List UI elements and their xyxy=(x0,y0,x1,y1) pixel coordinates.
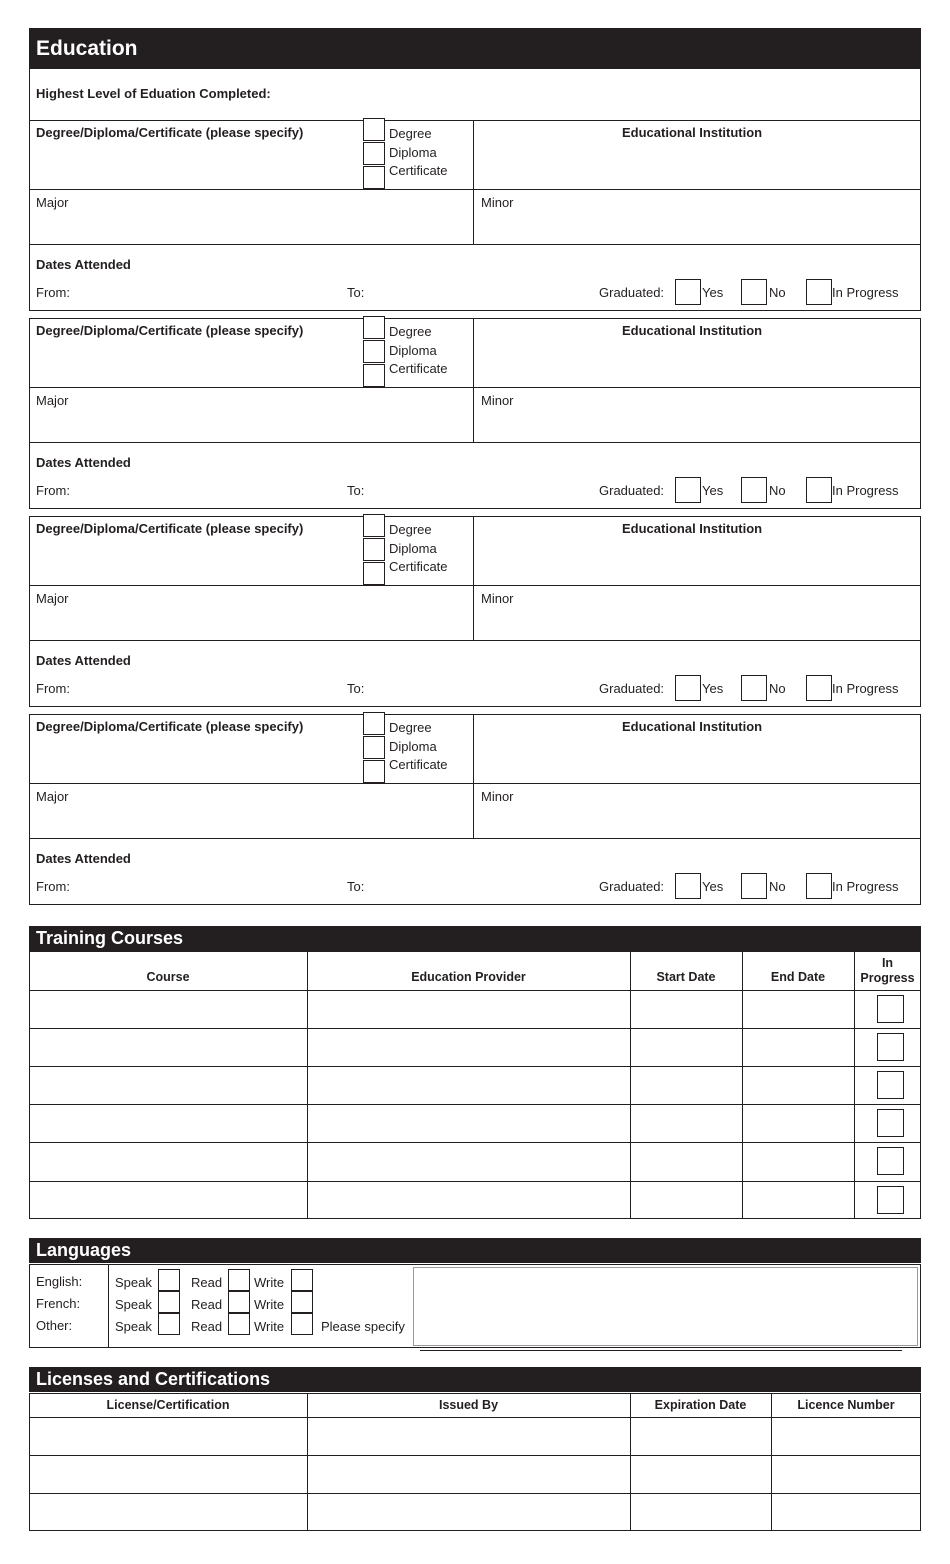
licenses-row-divider xyxy=(29,1455,921,1456)
write-checkbox[interactable] xyxy=(291,1291,313,1313)
training-in-progress-checkbox[interactable] xyxy=(877,1071,904,1099)
entry-divider xyxy=(29,189,921,190)
training-in-progress-checkbox[interactable] xyxy=(877,1186,904,1214)
licenses-cell-expiration-date[interactable] xyxy=(632,1419,769,1453)
licenses-column-divider xyxy=(307,1393,308,1531)
graduated-option-yes: Yes xyxy=(702,483,724,498)
licenses-cell-issued-by[interactable] xyxy=(309,1495,628,1529)
entry-column-divider xyxy=(473,318,474,442)
licenses-cell-licence-number[interactable] xyxy=(773,1419,919,1453)
degree-option-label-diploma: Diploma xyxy=(389,342,437,358)
to-date-field[interactable] xyxy=(370,478,590,504)
degree-specify-field[interactable] xyxy=(30,145,360,189)
institution-label: Educational Institution xyxy=(622,125,763,140)
major-label: Major xyxy=(36,393,69,408)
from-label: From: xyxy=(36,681,70,696)
degree-option-checkbox-degree[interactable] xyxy=(363,118,385,141)
read-label: Read xyxy=(191,1275,223,1290)
from-label: From: xyxy=(36,879,70,894)
graduated-option-no: No xyxy=(769,879,786,894)
from-date-field[interactable] xyxy=(78,676,338,702)
entry-divider xyxy=(29,442,921,443)
to-date-field[interactable] xyxy=(370,676,590,702)
training-col-start-date: Start Date xyxy=(656,970,716,984)
dates-attended-label: Dates Attended xyxy=(36,257,131,272)
degree-option-label-certificate: Certificate xyxy=(389,757,448,772)
training-cell-course[interactable] xyxy=(31,1068,305,1102)
degree-option-checkbox-certificate[interactable] xyxy=(363,760,385,783)
from-date-field[interactable] xyxy=(78,478,338,504)
institution-label: Educational Institution xyxy=(622,719,763,734)
degree-option-checkbox-diploma[interactable] xyxy=(363,538,385,561)
graduated-option-no: No xyxy=(769,681,786,696)
graduated-checkbox-yes[interactable] xyxy=(675,279,701,305)
graduated-checkbox-yes[interactable] xyxy=(675,675,701,701)
training-cell-education-provider[interactable] xyxy=(309,1183,628,1217)
entry-column-divider xyxy=(473,120,474,244)
education-section-header xyxy=(29,28,921,69)
graduated-checkbox-in-progress[interactable] xyxy=(806,279,832,305)
training-col-progress: Progress xyxy=(860,971,915,985)
speak-checkbox[interactable] xyxy=(158,1269,180,1291)
please-specify-textarea[interactable] xyxy=(413,1267,918,1346)
degree-option-checkbox-degree[interactable] xyxy=(363,712,385,735)
licenses-cell-licence-number[interactable] xyxy=(773,1495,919,1529)
graduated-checkbox-no[interactable] xyxy=(741,477,767,503)
training-cell-end-date[interactable] xyxy=(744,1030,852,1064)
languages-section-header xyxy=(29,1238,921,1263)
training-cell-course[interactable] xyxy=(31,1144,305,1178)
licenses-cell-issued-by[interactable] xyxy=(309,1457,628,1491)
institution-field[interactable] xyxy=(475,145,920,189)
write-label: Write xyxy=(254,1297,285,1312)
dates-attended-label: Dates Attended xyxy=(36,851,131,866)
institution-field[interactable] xyxy=(475,739,920,783)
minor-label: Minor xyxy=(481,591,514,606)
graduated-option-in-progress: In Progress xyxy=(832,879,899,894)
entry-divider xyxy=(29,387,921,388)
training-column-divider xyxy=(742,951,743,1219)
dates-attended-label: Dates Attended xyxy=(36,455,131,470)
graduated-label: Graduated: xyxy=(599,879,665,894)
graduated-option-in-progress: In Progress xyxy=(832,285,899,300)
training-row-divider xyxy=(29,1142,921,1143)
graduated-option-in-progress: In Progress xyxy=(832,681,899,696)
training-column-divider xyxy=(630,951,631,1219)
degree-option-label-certificate: Certificate xyxy=(389,163,448,178)
degree-specify-field[interactable] xyxy=(30,541,360,585)
graduated-checkbox-no[interactable] xyxy=(741,873,767,899)
read-checkbox[interactable] xyxy=(228,1269,250,1291)
training-title: Training Courses xyxy=(36,928,184,948)
graduated-label: Graduated: xyxy=(599,483,665,498)
licenses-cell-license-certification[interactable] xyxy=(31,1419,305,1453)
training-in-progress-checkbox[interactable] xyxy=(877,1147,904,1175)
licenses-col-issued-by: Issued By xyxy=(438,1398,499,1412)
degree-label: Degree/Diploma/Certificate (please specify) xyxy=(36,323,304,338)
major-field[interactable] xyxy=(30,611,472,639)
training-in-progress-checkbox[interactable] xyxy=(877,995,904,1023)
minor-field[interactable] xyxy=(475,413,920,441)
training-col-end-date: End Date xyxy=(770,970,826,984)
entry-column-divider xyxy=(473,516,474,640)
degree-option-label-degree: Degree xyxy=(389,324,432,339)
licenses-header-divider xyxy=(29,1417,921,1418)
from-date-field[interactable] xyxy=(78,280,338,306)
to-label: To: xyxy=(347,681,365,696)
from-label: From: xyxy=(36,285,70,300)
degree-option-label-degree: Degree xyxy=(389,720,432,735)
degree-option-checkbox-diploma[interactable] xyxy=(363,340,385,363)
degree-option-checkbox-certificate[interactable] xyxy=(363,166,385,189)
licenses-cell-expiration-date[interactable] xyxy=(632,1495,769,1529)
write-label: Write xyxy=(254,1275,285,1290)
degree-option-checkbox-certificate[interactable] xyxy=(363,364,385,387)
graduated-option-no: No xyxy=(769,483,786,498)
training-row-divider xyxy=(29,1066,921,1067)
entry-divider xyxy=(29,640,921,641)
to-date-field[interactable] xyxy=(370,874,590,900)
major-field[interactable] xyxy=(30,809,472,837)
graduated-option-yes: Yes xyxy=(702,879,724,894)
licenses-column-divider xyxy=(630,1393,631,1531)
degree-specify-field[interactable] xyxy=(30,343,360,387)
training-cell-start-date[interactable] xyxy=(632,1106,740,1140)
language-label-other: Other: xyxy=(36,1318,73,1333)
minor-label: Minor xyxy=(481,195,514,210)
graduated-option-yes: Yes xyxy=(702,285,724,300)
from-date-field[interactable] xyxy=(78,874,338,900)
training-cell-course[interactable] xyxy=(31,1183,305,1217)
entry-column-divider xyxy=(473,714,474,838)
training-cell-education-provider[interactable] xyxy=(309,992,628,1026)
licenses-cell-license-certification[interactable] xyxy=(31,1495,305,1529)
degree-option-label-certificate: Certificate xyxy=(389,361,448,376)
minor-label: Minor xyxy=(481,393,514,408)
major-label: Major xyxy=(36,591,69,606)
major-label: Major xyxy=(36,195,69,210)
entry-divider xyxy=(29,838,921,839)
training-cell-end-date[interactable] xyxy=(744,992,852,1026)
read-label: Read xyxy=(191,1297,223,1312)
licenses-cell-expiration-date[interactable] xyxy=(632,1457,769,1491)
entry-divider xyxy=(29,244,921,245)
graduated-checkbox-no[interactable] xyxy=(741,279,767,305)
training-cell-end-date[interactable] xyxy=(744,1068,852,1102)
institution-field[interactable] xyxy=(475,541,920,585)
major-field[interactable] xyxy=(30,413,472,441)
to-label: To: xyxy=(347,483,365,498)
minor-field[interactable] xyxy=(475,215,920,243)
institution-label: Educational Institution xyxy=(622,323,763,338)
education-title: Education xyxy=(36,37,138,60)
degree-label: Degree/Diploma/Certificate (please specify) xyxy=(36,719,304,734)
training-col-education-provider: Education Provider xyxy=(411,970,526,984)
graduated-label: Graduated: xyxy=(599,285,665,300)
training-header-divider xyxy=(29,990,921,991)
training-in-progress-checkbox[interactable] xyxy=(877,1033,904,1061)
languages-label-divider xyxy=(108,1264,109,1348)
read-checkbox[interactable] xyxy=(228,1291,250,1313)
minor-field[interactable] xyxy=(475,809,920,837)
training-cell-course[interactable] xyxy=(31,1030,305,1064)
major-label: Major xyxy=(36,789,69,804)
training-row-divider xyxy=(29,1181,921,1182)
training-cell-course[interactable] xyxy=(31,992,305,1026)
graduated-checkbox-yes[interactable] xyxy=(675,477,701,503)
training-cell-end-date[interactable] xyxy=(744,1183,852,1217)
graduated-checkbox-no[interactable] xyxy=(741,675,767,701)
degree-specify-field[interactable] xyxy=(30,739,360,783)
training-column-divider xyxy=(854,951,855,1219)
highest-level-label: Highest Level of Eduation Completed: xyxy=(36,86,271,101)
graduated-option-no: No xyxy=(769,285,786,300)
graduated-option-yes: Yes xyxy=(702,681,724,696)
training-cell-start-date[interactable] xyxy=(632,1068,740,1102)
speak-checkbox[interactable] xyxy=(158,1291,180,1313)
speak-label: Speak xyxy=(115,1275,152,1290)
degree-option-label-degree: Degree xyxy=(389,126,432,141)
degree-option-checkbox-diploma[interactable] xyxy=(363,736,385,759)
languages-title: Languages xyxy=(36,1240,132,1260)
specify-underline xyxy=(420,1350,902,1351)
graduated-checkbox-in-progress[interactable] xyxy=(806,675,832,701)
licenses-cell-license-certification[interactable] xyxy=(31,1457,305,1491)
language-label-english: English: xyxy=(36,1274,83,1289)
minor-label: Minor xyxy=(481,789,514,804)
licenses-section-header xyxy=(29,1367,921,1392)
licenses-title: Licenses and Certifications xyxy=(36,1369,271,1389)
degree-label: Degree/Diploma/Certificate (please specify) xyxy=(36,125,304,140)
graduated-label: Graduated: xyxy=(599,681,665,696)
degree-option-checkbox-degree[interactable] xyxy=(363,514,385,537)
graduated-checkbox-in-progress[interactable] xyxy=(806,477,832,503)
training-column-divider xyxy=(307,951,308,1219)
read-checkbox[interactable] xyxy=(228,1313,250,1335)
institution-label: Educational Institution xyxy=(622,521,763,536)
degree-option-label-diploma: Diploma xyxy=(389,540,437,556)
licenses-col-license-certification: License/Certification xyxy=(106,1398,230,1412)
training-row-divider xyxy=(29,1028,921,1029)
training-cell-education-provider[interactable] xyxy=(309,1144,628,1178)
language-label-french: French: xyxy=(36,1296,81,1311)
to-date-field[interactable] xyxy=(370,280,590,306)
licenses-cell-issued-by[interactable] xyxy=(309,1419,628,1453)
entry-divider xyxy=(29,783,921,784)
speak-checkbox[interactable] xyxy=(158,1313,180,1335)
speak-label: Speak xyxy=(115,1297,152,1312)
degree-option-checkbox-certificate[interactable] xyxy=(363,562,385,585)
training-cell-course[interactable] xyxy=(31,1106,305,1140)
training-cell-education-provider[interactable] xyxy=(309,1068,628,1102)
training-cell-education-provider[interactable] xyxy=(309,1030,628,1064)
degree-option-checkbox-diploma[interactable] xyxy=(363,142,385,165)
graduated-checkbox-yes[interactable] xyxy=(675,873,701,899)
major-field[interactable] xyxy=(30,215,472,243)
degree-option-checkbox-degree[interactable] xyxy=(363,316,385,339)
training-cell-start-date[interactable] xyxy=(632,1030,740,1064)
licenses-row-divider xyxy=(29,1493,921,1494)
licenses-cell-licence-number[interactable] xyxy=(773,1457,919,1491)
training-col-course: Course xyxy=(146,970,190,984)
degree-option-label-certificate: Certificate xyxy=(389,559,448,574)
training-section-header xyxy=(29,926,921,951)
training-in-progress-checkbox[interactable] xyxy=(877,1109,904,1137)
write-checkbox[interactable] xyxy=(291,1313,313,1335)
degree-option-label-degree: Degree xyxy=(389,522,432,537)
training-col-in: In xyxy=(881,956,894,970)
entry-divider xyxy=(29,585,921,586)
graduated-checkbox-in-progress[interactable] xyxy=(806,873,832,899)
graduated-option-in-progress: In Progress xyxy=(832,483,899,498)
training-row-divider xyxy=(29,1104,921,1105)
degree-label: Degree/Diploma/Certificate (please specify) xyxy=(36,521,304,536)
licenses-column-divider xyxy=(771,1393,772,1531)
degree-option-label-diploma: Diploma xyxy=(389,144,437,160)
training-cell-end-date[interactable] xyxy=(744,1144,852,1178)
read-label: Read xyxy=(191,1319,223,1334)
dates-attended-label: Dates Attended xyxy=(36,653,131,668)
write-checkbox[interactable] xyxy=(291,1269,313,1291)
speak-label: Speak xyxy=(115,1319,152,1334)
training-cell-start-date[interactable] xyxy=(632,992,740,1026)
write-label: Write xyxy=(254,1319,285,1334)
licenses-col-licence-number: Licence Number xyxy=(797,1398,895,1412)
training-cell-end-date[interactable] xyxy=(744,1106,852,1140)
institution-field[interactable] xyxy=(475,343,920,387)
licenses-col-expiration-date: Expiration Date xyxy=(654,1398,747,1412)
training-cell-start-date[interactable] xyxy=(632,1183,740,1217)
to-label: To: xyxy=(347,879,365,894)
training-cell-education-provider[interactable] xyxy=(309,1106,628,1140)
training-cell-start-date[interactable] xyxy=(632,1144,740,1178)
please-specify-label: Please specify xyxy=(321,1319,405,1334)
from-label: From: xyxy=(36,483,70,498)
degree-option-label-diploma: Diploma xyxy=(389,738,437,754)
to-label: To: xyxy=(347,285,365,300)
minor-field[interactable] xyxy=(475,611,920,639)
